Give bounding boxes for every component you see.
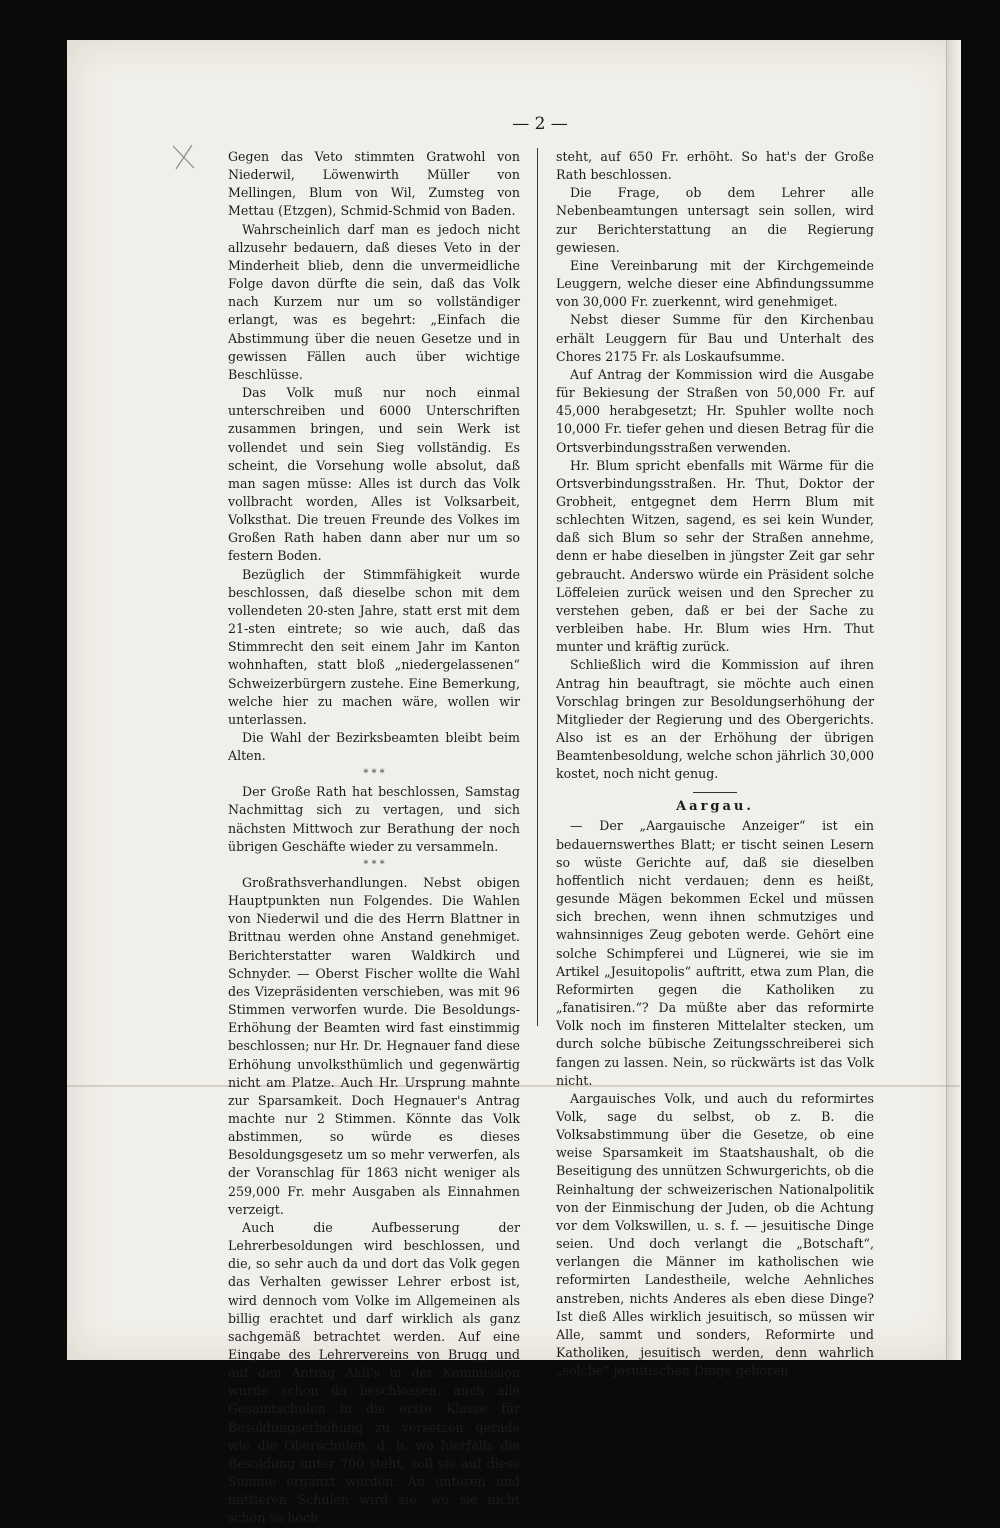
paragraph: Nebst dieser Summe für den Kirchenbau erhält Leuggern für Bau und Unterhalt des Chores 2175 Fr. als Loskaufsumme. [556,312,874,364]
page-number: — 2 — [512,114,568,134]
page-spine-edge [946,40,961,1360]
paragraph: Auf Antrag der Kommission wird die Ausgabe für Bekiesung der Straßen von 50,000 Fr. auf 45,000 herabgesetzt; Hr. Spuhler wollte noch 10,000 Fr. tiefer gehen und diesen Betrag für die Ortsverbindungsstraßen verwenden. [556,366,874,455]
section-separator-stars: * * * [363,858,385,870]
paragraph: Schließlich wird die Kommission auf ihren Antrag hin beauftragt, sie möchte auch einen Vorschlag bringen zur Besoldungserhöhung der Mitglieder der Regierung und des Obergerichts. Also ist es an der Erhöhung der übrigen Beamtenbesoldung, welche schon jährlich 30,000 kostet, noch nicht genug. [556,657,874,782]
paragraph: Eine Vereinbarung mit der Kirchgemeinde Leuggern, welche dieser eine Abfindungssumme von 30,000 Fr. zuerkennt, wird genehmiget. [556,257,874,310]
left-column [228,148,520,1528]
paragraph: Die Frage, ob dem Lehrer alle Nebenbeamtungen untersagt sein sollen, wird zur Berichterstattung an die Regierung gewiesen. [556,185,874,255]
pencil-cross-mark-icon [170,142,198,172]
paragraph: Hr. Blum spricht ebenfalls mit Wärme für die Ortsverbindungsstraßen. Hr. Thut, Doktor der Grobheit, entgegnet dem Herrn Blum mit schlechten Witzen, sagend, es sei kein Wunder, daß sich Blum so sehr der Straßen annehme, denn er habe dieselben in jüngster Zeit gar sehr gebraucht. Anderswo würde ein Präsident solche Löffeleien zurück weisen und den Sprecher zu verstehen geben, daß er bei der Sache zu verbleiben habe. Hr. Blum wies Hrn. Thut munter und kräftig zurück. [556,457,874,655]
paragraph: — Der „Aargauische Anzeiger“ ist ein bedauernswerthes Blatt; er tischt seinen Lesern so wüste Gerichte auf, daß sie dieselben hoffentlich nicht verdauen; denn es heißt, gesunde Mägen bekommen Eckel und müssen sich brechen, wenn ihnen schmutziges und wahnsinniges Zeug geboten werde. Gehört eine solche Schimpferei und Lügnerei, wie sie im Artikel „Jesuitopolis“ auftritt, etwa zum Plan, die Reformirten gegen die Katholiken zu „fanatisiren.“? Da müßte aber das reformirte Volk noch im finsteren Mittelalter stecken, um durch solche bübische Zeitungsschreiberei sich fangen zu lassen. Nein, so rückwärts ist das Volk nicht. [556,818,874,1088]
paragraph: Bezüglich der Stimmfähigkeit wurde beschlossen, daß dieselbe schon mit dem vollendeten 20-sten Jahre, statt erst mit dem 21-sten eintrete; so wie auch, daß das Stimmrecht den seit einem Jahr im Kanton wohnhaften, statt bloß „niedergelassenen“ Schweizerbürgern zustehe. Eine Bemerkung, welche hier zu machen wäre, wollen wir unterlassen. [228,566,520,727]
paragraph: steht, auf 650 Fr. erhöht. So hat's der Große Rath beschlossen. [556,149,874,183]
section-rule [693,792,737,793]
paragraph: Wahrscheinlich darf man es jedoch nicht allzusehr bedauern, daß dieses Veto in der Minderheit blieb, denn die unvermeidliche Folge davon dürfte die sein, daß das Volk nach Kurzem nur um so vollständiger erlangt, was es begehrt: „Einfach die Abstimmung über die neuen Gesetze und in gewissen Fällen auch über wichtige Beschlüsse. [228,221,520,382]
right-column [556,148,874,1380]
paragraph: Großrathsverhandlungen. Nebst obigen Hauptpunkten nun Folgendes. Die Wahlen von Niederwil und die des Herrn Blattner in Brittnau werden ohne Anstand genehmiget. Berichterstatter waren Waldkirch und Schnyder. — Oberst Fischer wollte die Wahl des Vizepräsidenten verschieben, was mit 96 Stimmen verworfen wurde. Die Besoldungs-Erhöhung der Beamten wird fast einstimmig beschlossen; nur Hr. Dr. Hegnauer fand diese Erhöhung unvolksthümlich und gegenwärtig nicht am Platze. Auch Hr. Ursprung mahnte zur Sparsamkeit. Doch Hegnauer's Antrag machte nur 2 Stimmen. Könnte das Volk abstimmen, so würde es dieses Besoldungsgesetz um so mehr verwerfen, als der Voranschlag für 1863 nicht weniger als 259,000 Fr. mehr Ausgaben als Einnahmen verzeigt. [228,874,520,1217]
column-divider [537,148,538,1026]
section-heading-aargau: Aargau. [676,799,754,815]
paragraph: Auch die Aufbesserung der Lehrerbesoldungen wird beschlossen, und die, so sehr auch da und dort das Volk gegen das Verhalten gewisser Lehrer erbost ist, wird dennoch vom Volke im Allgemeinen als billig erachtet und darf wirklich als ganz sachgemäß betrachtet werden. Auf eine Eingabe des Lehrervereins von Brugg und auf den Antrag Akli's in der Kommission wurde schon da beschlossen, auch alle Gesamtschulen in die erste Klasse für Besoldungserhöhung zu versetzen gerade wie die Oberschulen, d. h. wo hierfalls die Besoldung unter 700 steht, soll sie auf diese Summe ergänzt werden. An unteren und mittleren Schulen wird sie, wo sie nicht schon so hoch [228,1219,520,1526]
paragraph: Aargauisches Volk, und auch du reformirtes Volk, sage du selbst, ob z. B. die Volksabstimmung über die Gesetze, ob eine weise Sparsamkeit im Staatshaushalt, ob die Beseitigung des unnützen Schwurgerichts, ob die Reinhaltung der schweizerischen Nationalpolitik von der Einmischung der Juden, ob die Achtung vor dem Volkswillen, u. s. f. — jesuitische Dinge seien. Und doch verlangt die „Botschaft“, verlangen die Männer im katholischen wie reformirten Landestheile, welche Aehnliches anstreben, nichts Anderes als eben diese Dinge? Ist dieß Alles wirklich jesuitisch, so müssen wir Alle, sammt und sonders, Reformirte und Katholiken, jesuitisch werden, denn wahrlich „solche“ jesuitischen Dinge gehören [556,1090,874,1379]
paragraph: Der Große Rath hat beschlossen, Samstag Nachmittag sich zu vertagen, und sich nächsten Mittwoch zur Berathung der noch übrigen Geschäfte wieder zu versammeln. [228,784,520,854]
paragraph: Das Volk muß nur noch einmal unterschreiben und 6000 Unterschriften zusammen bringen, und sein Werk ist vollendet und sein Sieg vollständig. Es scheint, die Vorsehung wolle absolut, daß man sagen müsse: Alles ist durch das Volk vollbracht worden, Alles ist Volksarbeit, Volksthat. Die treuen Freunde des Volkes im Großen Rath haben dann aber nur um so festern Boden. [228,385,520,564]
paragraph: Die Wahl der Bezirksbeamten bleibt beim Alten. [228,730,520,764]
section-separator-stars: * * * [363,768,385,780]
paragraph: Gegen das Veto stimmten Gratwohl von Niederwil, Löwenwirth Müller von Mellingen, Blum von Wil, Zumsteg von Mettau (Etzgen), Schmid-Schmid von Baden. [228,149,520,219]
